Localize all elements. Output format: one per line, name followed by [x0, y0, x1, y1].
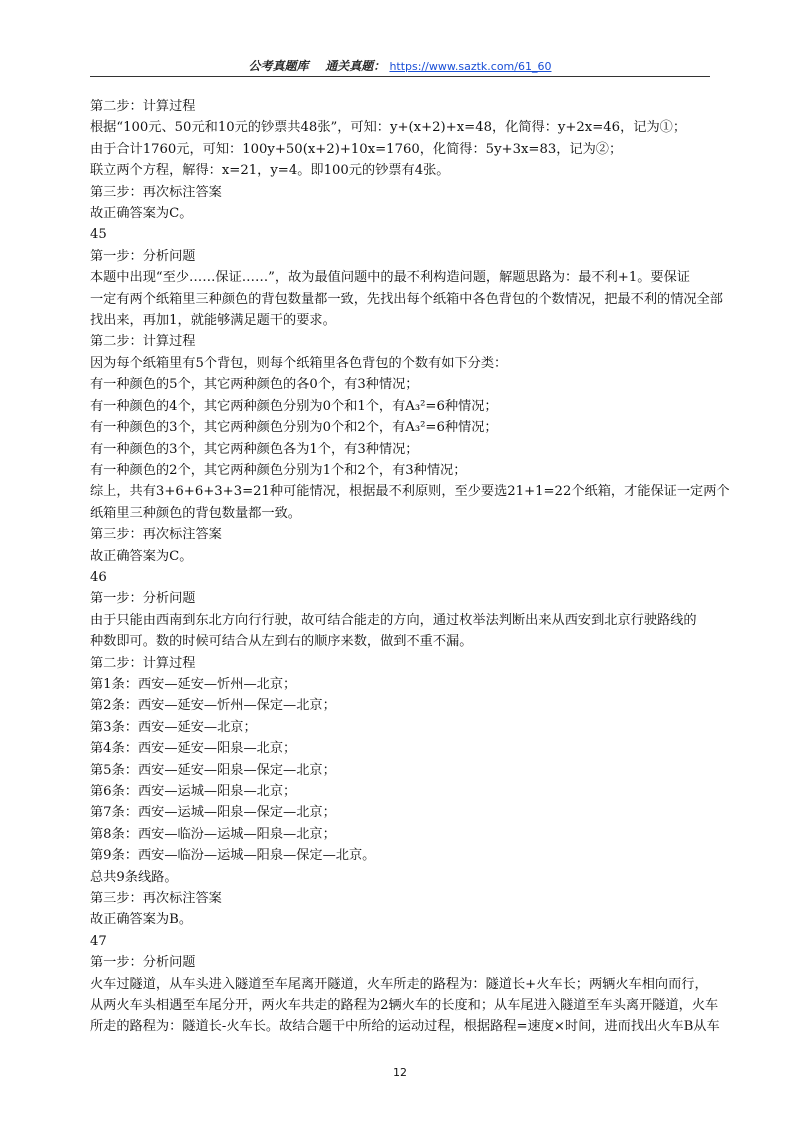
- text-line: 有一种颜色的5个，其它两种颜色的各0个，有3种情况；: [90, 377, 419, 393]
- text-line: 第一步：分析问题: [90, 591, 196, 607]
- text-line: 第二步：计算过程: [90, 334, 196, 350]
- text-line: 根据“100元、50元和10元的钞票共48张”，可知：y+(x+2)+x=48，化简得：y+2x=46，记为①；: [90, 120, 687, 136]
- text-line: 总共9条线路。: [90, 869, 178, 885]
- question-number: 45: [90, 227, 107, 243]
- text-line: 第三步：再次标注答案: [90, 527, 222, 543]
- route-line: 第9条：西安—临汾—运城—阳泉—保定—北京。: [90, 848, 376, 864]
- text-line: 由于只能由西南到东北方向行行驶，故可结合能走的方向，通过枚举法判断出来从西安到北京行驶路线的: [90, 612, 697, 628]
- text-line: 故正确答案为C。: [90, 206, 193, 222]
- text-line: 一定有两个纸箱里三种颜色的背包数量都一致，先找出每个纸箱中各色背包的个数情况，把最不利的情况全部: [90, 291, 723, 307]
- text-line: 找出来，再加1，就能够满足题干的要求。: [90, 313, 336, 329]
- route-line: 第8条：西安—临汾—运城—阳泉—北京；: [90, 826, 336, 842]
- text-line: 所走的路程为：隧道长-火车长。故结合题干中所给的运动过程，根据路程=速度×时间，进而找出火车B从车: [90, 1019, 720, 1035]
- text-line: 故正确答案为B。: [90, 912, 193, 928]
- text-line: 第一步：分析问题: [90, 955, 196, 971]
- text-line: 第一步：分析问题: [90, 248, 196, 264]
- header-brand: 公考真题库: [248, 59, 309, 73]
- text-line: 种数即可。数的时候可结合从左到右的顺序来数，做到不重不漏。: [90, 634, 473, 650]
- text-line: 第三步：再次标注答案: [90, 184, 222, 200]
- route-line: 第2条：西安—延安—忻州—保定—北京；: [90, 698, 336, 714]
- text-line: 第三步：再次标注答案: [90, 891, 222, 907]
- header-url-link[interactable]: https://www.saztk.com/61_60: [389, 60, 552, 73]
- text-line: 火车过隧道，从车头进入隧道至车尾离开隧道，火车所走的路程为：隧道长+火车长；两辆火车相向而行，: [90, 976, 708, 992]
- header-caption: 通关真题：: [325, 59, 386, 73]
- route-line: 第6条：西安—运城—阳泉—北京；: [90, 784, 297, 799]
- text-line: 有一种颜色的3个，其它两种颜色各为1个，有3种情况；: [90, 441, 419, 457]
- question-number: 46: [90, 569, 107, 585]
- text-line: 综上，共有3+6+6+3+3=21种可能情况，根据最不利原则，至少要选21+1=22个纸箱，才能保证一定两个: [90, 484, 730, 500]
- question-number: 47: [90, 933, 107, 949]
- page-header: [90, 57, 710, 74]
- text-line: 联立两个方程，解得：x=21，y=4。即100元的钞票有4张。: [90, 163, 450, 179]
- text-line: 有一种颜色的3个，其它两种颜色分别为0个和2个，有A₃²=6种情况；: [90, 420, 498, 436]
- route-line: 第4条：西安—延安—阳泉—北京；: [90, 741, 297, 757]
- route-line: 第7条：西安—运城—阳泉—保定—北京；: [90, 805, 336, 821]
- text-line: 因为每个纸箱里有5个背包，则每个纸箱里各色背包的个数有如下分类：: [90, 355, 508, 371]
- page-number: 12: [393, 1066, 407, 1079]
- route-line: 第3条：西安—延安—北京；: [90, 719, 257, 735]
- text-line: 有一种颜色的4个，其它两种颜色分别为0个和1个，有A₃²=6种情况；: [90, 398, 498, 414]
- text-line: 有一种颜色的2个，其它两种颜色分别为1个和2个，有3种情况；: [90, 462, 467, 478]
- route-line: 第1条：西安—延安—忻州—北京；: [90, 676, 297, 692]
- text-line: 本题中出现“至少……保证……”，故为最值问题中的最不利构造问题，解题思路为：最不利+1。要保证: [90, 270, 690, 286]
- text-line: 纸箱里三种颜色的背包数量都一致。: [90, 505, 301, 521]
- route-line: 第5条：西安—延安—阳泉—保定—北京；: [90, 762, 336, 778]
- text-line: 第二步：计算过程: [90, 655, 196, 671]
- header-divider: [90, 76, 710, 77]
- text-line: 第二步：计算过程: [90, 99, 196, 114]
- document-body: [90, 96, 740, 1038]
- text-line: 由于合计1760元，可知：100y+50(x+2)+10x=1760，化简得：5y+3x=83，记为②；: [90, 141, 623, 157]
- text-line: 从两火车头相遇至车尾分开，两火车共走的路程为2辆火车的长度和；从车尾进入隧道至车头离开隧道，火车: [90, 998, 719, 1014]
- text-line: 故正确答案为C。: [90, 548, 193, 564]
